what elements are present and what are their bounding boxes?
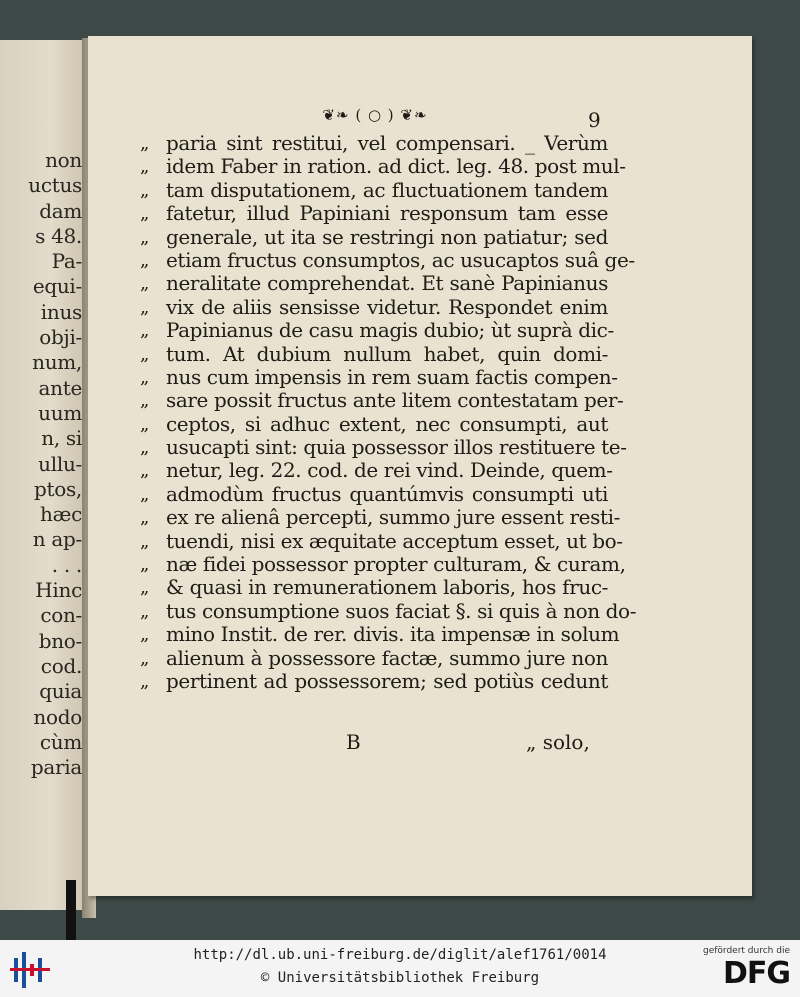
body-text bbox=[140, 131, 637, 693]
catchword: „ solo, bbox=[526, 730, 590, 754]
line-text: vix de aliis sensisse videtur. Respondet enim bbox=[166, 294, 608, 319]
quote-mark: „ bbox=[140, 179, 149, 201]
left-page-line: dam bbox=[39, 198, 82, 223]
line-text: alienum à possessore factæ, summo jure non bbox=[166, 645, 608, 670]
left-page-line: . . . bbox=[51, 552, 82, 577]
text-line bbox=[140, 598, 637, 623]
left-page-line: Hinc bbox=[35, 578, 82, 603]
bookmark-ribbon bbox=[66, 880, 76, 940]
line-text: næ fidei possessor propter culturam, & curam, bbox=[166, 552, 626, 577]
line-text: nus cum impensis in rem suam factis compen- bbox=[166, 364, 618, 389]
quote-mark: „ bbox=[140, 203, 149, 225]
line-text: sare possit fructus ante litem contestatam per- bbox=[166, 388, 624, 413]
quote-mark: „ bbox=[140, 133, 149, 154]
line-text: mino Instit. de rer. divis. ita impensæ in solum bbox=[166, 622, 620, 647]
line-text: tus consumptione suos faciat §. si quis à non do- bbox=[166, 598, 637, 623]
text-line bbox=[140, 435, 627, 460]
line-text: usucapti sint: quia possessor illos restituere te- bbox=[166, 435, 627, 460]
left-page-line: bno- bbox=[38, 628, 82, 653]
left-page-line: uum bbox=[38, 400, 82, 425]
text-line bbox=[140, 388, 624, 413]
left-page-line: inus bbox=[40, 299, 82, 324]
left-page-line: nodo bbox=[33, 704, 82, 729]
line-text: paria sint restitui, vel compensari. _ Verùm bbox=[166, 131, 608, 155]
text-line bbox=[140, 483, 608, 506]
left-page-line: ullu- bbox=[38, 451, 82, 476]
quote-mark: „ bbox=[140, 366, 149, 388]
header-ornament: ❦❧ ( ○ ) ❦❧ bbox=[322, 106, 428, 124]
quote-mark: „ bbox=[140, 226, 149, 248]
left-page-line: num, bbox=[32, 350, 82, 375]
line-text: ceptos, si adhuc extent, nec consumpti, aut bbox=[166, 411, 608, 436]
quote-mark: „ bbox=[140, 156, 149, 178]
left-page-line: hæc bbox=[40, 502, 82, 527]
line-text: ex re alienâ percepti, summo jure essent resti- bbox=[166, 505, 620, 530]
quote-mark: „ bbox=[140, 530, 149, 552]
left-page-line: quia bbox=[39, 679, 82, 704]
left-page-text bbox=[0, 40, 82, 780]
left-page-line: non bbox=[45, 148, 82, 172]
line-text: tum. At dubium nullum habet, quin domi- bbox=[166, 341, 608, 366]
left-page-line: paria bbox=[30, 755, 82, 780]
page-number: 9 bbox=[588, 108, 601, 132]
left-page-line: ptos, bbox=[33, 476, 82, 501]
line-text: pertinent ad possessorem; sed potiùs cedunt bbox=[166, 668, 608, 693]
text-line bbox=[140, 364, 618, 389]
left-page-line: n, si bbox=[41, 426, 82, 451]
quote-mark: „ bbox=[140, 343, 149, 365]
line-text: etiam fructus consumptos, ac usucaptos suâ ge- bbox=[166, 247, 635, 272]
quote-mark: „ bbox=[140, 390, 149, 412]
text-line bbox=[140, 154, 626, 179]
left-page-line: ante bbox=[38, 375, 82, 400]
quote-mark: „ bbox=[140, 507, 149, 529]
quote-mark: „ bbox=[140, 460, 149, 482]
line-text: admodùm fructus quantúmvis consumpti uti bbox=[166, 481, 608, 506]
text-line bbox=[140, 202, 608, 225]
quote-mark: „ bbox=[140, 273, 149, 295]
copyright-text: © Universitätsbibliothek Freiburg bbox=[260, 970, 540, 986]
left-page-line: cùm bbox=[39, 729, 82, 754]
quote-mark: „ bbox=[140, 437, 149, 459]
text-line bbox=[140, 647, 608, 670]
left-page-line: Pa- bbox=[51, 249, 82, 274]
text-line bbox=[140, 670, 608, 693]
text-line bbox=[140, 247, 635, 272]
text-line bbox=[140, 622, 620, 647]
text-line bbox=[140, 296, 608, 319]
quote-mark: „ bbox=[140, 296, 149, 318]
text-line bbox=[140, 132, 608, 155]
quote-mark: „ bbox=[140, 249, 149, 271]
footer-bar bbox=[0, 940, 800, 997]
text-line bbox=[140, 318, 614, 343]
quote-mark: „ bbox=[140, 483, 149, 505]
line-text: tam disputationem, ac fluctuationem tandem bbox=[166, 177, 608, 202]
text-line bbox=[140, 413, 608, 436]
quote-mark: „ bbox=[140, 577, 149, 599]
quote-mark: „ bbox=[140, 670, 149, 692]
text-line bbox=[140, 179, 608, 202]
quote-mark: „ bbox=[140, 413, 149, 435]
quote-mark: „ bbox=[140, 624, 149, 646]
dfg-caption: gefördert durch die bbox=[703, 946, 790, 956]
dfg-logo: DFG bbox=[722, 956, 790, 991]
left-page-line: n ap- bbox=[32, 527, 82, 552]
source-url-link[interactable]: http://dl.ub.uni-freiburg.de/diglit/alef1761/0014 bbox=[193, 947, 607, 963]
left-page-line: uctus bbox=[28, 173, 82, 198]
left-page-line: con- bbox=[40, 603, 82, 628]
line-text: netur, leg. 22. cod. de rei vind. Deinde, quem- bbox=[166, 458, 613, 483]
text-line bbox=[140, 528, 623, 553]
text-line bbox=[140, 343, 608, 366]
quote-mark: „ bbox=[140, 320, 149, 342]
text-line bbox=[140, 272, 608, 295]
line-text: Papinianus de casu magis dubio; ùt suprà dic- bbox=[166, 318, 614, 343]
left-page-line: cod. bbox=[40, 653, 82, 678]
signature-mark: B bbox=[346, 730, 361, 754]
line-text: neralitate comprehendat. Et sanè Papinianus bbox=[166, 271, 608, 296]
left-page-line: equi- bbox=[32, 274, 82, 299]
quote-mark: „ bbox=[140, 600, 149, 622]
line-text: idem Faber in ration. ad dict. leg. 48. post mul- bbox=[166, 154, 626, 179]
quote-mark: „ bbox=[140, 554, 149, 576]
left-page bbox=[0, 40, 92, 910]
line-text: fatetur, illud Papiniani responsum tam esse bbox=[166, 201, 608, 226]
line-text: generale, ut ita se restringi non patiatur; sed bbox=[166, 224, 608, 249]
line-text: tuendi, nisi ex æquitate acceptum esset, ut bo- bbox=[166, 528, 623, 553]
text-line bbox=[140, 552, 626, 577]
text-line bbox=[140, 505, 620, 530]
text-line bbox=[140, 458, 613, 483]
line-text: & quasi in remunerationem laboris, hos fruc- bbox=[166, 575, 608, 600]
text-line bbox=[140, 576, 608, 599]
text-line bbox=[140, 226, 608, 249]
left-page-line: obji- bbox=[39, 325, 82, 350]
quote-mark: „ bbox=[140, 647, 149, 669]
left-page-line: s 48. bbox=[35, 223, 82, 248]
